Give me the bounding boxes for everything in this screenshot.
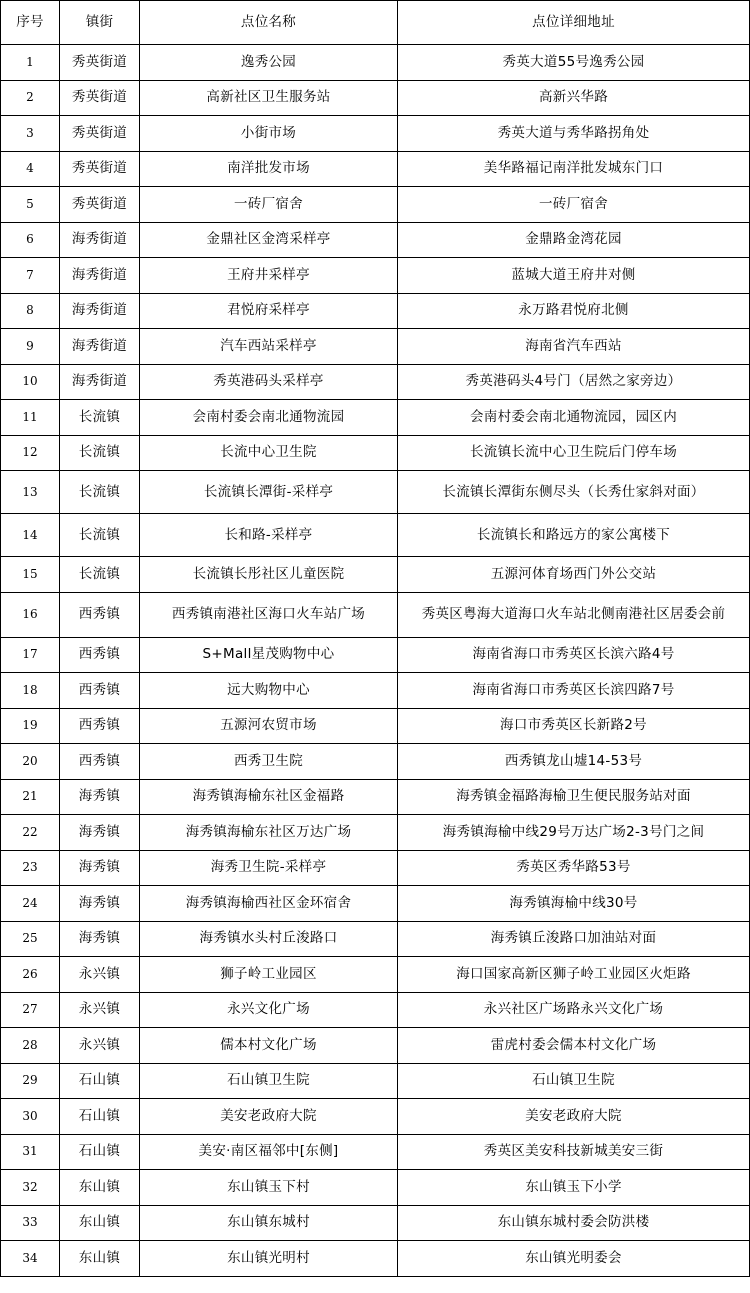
row-town: 秀英街道 [60, 151, 140, 187]
row-address: 海南省海口市秀英区长滨六路4号 [398, 637, 750, 673]
table-row [1, 1028, 750, 1064]
table-row [1, 779, 750, 815]
row-town: 永兴镇 [60, 1028, 140, 1064]
table-row [1, 1134, 750, 1170]
table-row [1, 815, 750, 851]
row-address: 秀英港码头4号门（居然之家旁边） [398, 364, 750, 400]
row-site-name: 石山镇卫生院 [140, 1063, 398, 1099]
row-site-name: 西秀镇南港社区海口火车站广场 [140, 592, 398, 637]
row-town: 西秀镇 [60, 592, 140, 637]
row-town: 海秀街道 [60, 293, 140, 329]
row-index: 5 [1, 187, 60, 223]
table-row [1, 80, 750, 116]
row-site-name: 一砖厂宿舍 [140, 187, 398, 223]
row-index: 15 [1, 557, 60, 593]
table-row [1, 886, 750, 922]
row-address: 美华路福记南洋批发城东门口 [398, 151, 750, 187]
row-site-name: 远大购物中心 [140, 673, 398, 709]
header-address: 点位详细地址 [398, 1, 750, 45]
table-row [1, 364, 750, 400]
table-row [1, 329, 750, 365]
row-site-name: 美安老政府大院 [140, 1099, 398, 1135]
row-index: 28 [1, 1028, 60, 1064]
table-row [1, 187, 750, 223]
row-town: 东山镇 [60, 1205, 140, 1241]
row-town: 海秀镇 [60, 815, 140, 851]
table-row [1, 850, 750, 886]
header-town: 镇街 [60, 1, 140, 45]
row-address: 东山镇光明委会 [398, 1241, 750, 1277]
row-town: 秀英街道 [60, 116, 140, 152]
row-index: 26 [1, 957, 60, 993]
row-index: 25 [1, 921, 60, 957]
row-site-name: S+Mall星茂购物中心 [140, 637, 398, 673]
row-town: 西秀镇 [60, 673, 140, 709]
row-address: 蓝城大道王府井对侧 [398, 258, 750, 294]
row-town: 海秀街道 [60, 364, 140, 400]
row-address: 雷虎村委会儒本村文化广场 [398, 1028, 750, 1064]
row-site-name: 永兴文化广场 [140, 992, 398, 1028]
row-site-name: 逸秀公园 [140, 45, 398, 81]
row-index: 6 [1, 222, 60, 258]
table-row [1, 592, 750, 637]
row-site-name: 金鼎社区金湾采样亭 [140, 222, 398, 258]
row-index: 16 [1, 592, 60, 637]
row-address: 秀英区秀华路53号 [398, 850, 750, 886]
row-town: 永兴镇 [60, 957, 140, 993]
row-address: 秀英大道与秀华路拐角处 [398, 116, 750, 152]
row-index: 1 [1, 45, 60, 81]
row-site-name: 长和路-采样亭 [140, 514, 398, 557]
row-town: 海秀街道 [60, 258, 140, 294]
table-row [1, 708, 750, 744]
row-site-name: 狮子岭工业园区 [140, 957, 398, 993]
row-town: 西秀镇 [60, 637, 140, 673]
table-row [1, 1205, 750, 1241]
row-index: 12 [1, 435, 60, 471]
row-site-name: 汽车西站采样亭 [140, 329, 398, 365]
table-row [1, 400, 750, 436]
row-town: 海秀镇 [60, 886, 140, 922]
row-town: 石山镇 [60, 1063, 140, 1099]
table-row [1, 992, 750, 1028]
row-index: 27 [1, 992, 60, 1028]
row-index: 31 [1, 1134, 60, 1170]
row-site-name: 高新社区卫生服务站 [140, 80, 398, 116]
row-index: 22 [1, 815, 60, 851]
row-index: 13 [1, 471, 60, 514]
row-address: 海秀镇海榆中线29号万达广场2-3号门之间 [398, 815, 750, 851]
row-address: 长流镇长潭街东侧尽头（长秀仕家斜对面） [398, 471, 750, 514]
row-address: 秀英大道55号逸秀公园 [398, 45, 750, 81]
table-row [1, 293, 750, 329]
row-address: 永兴社区广场路永兴文化广场 [398, 992, 750, 1028]
row-site-name: 南洋批发市场 [140, 151, 398, 187]
row-index: 33 [1, 1205, 60, 1241]
row-address: 海秀镇金福路海榆卫生便民服务站对面 [398, 779, 750, 815]
table-row [1, 258, 750, 294]
row-town: 海秀街道 [60, 329, 140, 365]
row-site-name: 王府井采样亭 [140, 258, 398, 294]
row-town: 西秀镇 [60, 744, 140, 780]
row-index: 3 [1, 116, 60, 152]
row-address: 东山镇东城村委会防洪楼 [398, 1205, 750, 1241]
row-town: 长流镇 [60, 557, 140, 593]
row-address: 美安老政府大院 [398, 1099, 750, 1135]
table-row [1, 514, 750, 557]
row-site-name: 秀英港码头采样亭 [140, 364, 398, 400]
table-row [1, 957, 750, 993]
row-town: 长流镇 [60, 400, 140, 436]
row-site-name: 东山镇玉下村 [140, 1170, 398, 1206]
row-index: 29 [1, 1063, 60, 1099]
row-site-name: 海秀镇水头村丘浚路口 [140, 921, 398, 957]
row-site-name: 海秀镇海榆东社区万达广场 [140, 815, 398, 851]
row-index: 20 [1, 744, 60, 780]
row-site-name: 长流镇长彤社区儿童医院 [140, 557, 398, 593]
row-site-name: 长流中心卫生院 [140, 435, 398, 471]
row-index: 18 [1, 673, 60, 709]
row-address: 永万路君悦府北侧 [398, 293, 750, 329]
row-index: 21 [1, 779, 60, 815]
row-address: 长流镇长和路远方的家公寓楼下 [398, 514, 750, 557]
row-site-name: 海秀镇海榆西社区金环宿舍 [140, 886, 398, 922]
row-town: 海秀镇 [60, 921, 140, 957]
row-town: 海秀镇 [60, 850, 140, 886]
row-address: 海秀镇海榆中线30号 [398, 886, 750, 922]
row-index: 23 [1, 850, 60, 886]
row-address: 五源河体育场西门外公交站 [398, 557, 750, 593]
row-index: 17 [1, 637, 60, 673]
row-site-name: 东山镇光明村 [140, 1241, 398, 1277]
row-index: 19 [1, 708, 60, 744]
row-address: 东山镇玉下小学 [398, 1170, 750, 1206]
table-row [1, 673, 750, 709]
row-town: 长流镇 [60, 471, 140, 514]
row-site-name: 小街市场 [140, 116, 398, 152]
table-row [1, 1063, 750, 1099]
row-index: 34 [1, 1241, 60, 1277]
row-address: 金鼎路金湾花园 [398, 222, 750, 258]
row-town: 秀英街道 [60, 187, 140, 223]
row-address: 海口国家高新区狮子岭工业园区火炬路 [398, 957, 750, 993]
table-header-row [1, 1, 750, 45]
row-address: 会南村委会南北通物流园，园区内 [398, 400, 750, 436]
table-row [1, 151, 750, 187]
row-index: 30 [1, 1099, 60, 1135]
row-site-name: 五源河农贸市场 [140, 708, 398, 744]
row-index: 14 [1, 514, 60, 557]
row-address: 高新兴华路 [398, 80, 750, 116]
row-town: 海秀镇 [60, 779, 140, 815]
row-address: 长流镇长流中心卫生院后门停车场 [398, 435, 750, 471]
row-site-name: 长流镇长潭街-采样亭 [140, 471, 398, 514]
row-index: 8 [1, 293, 60, 329]
row-town: 东山镇 [60, 1241, 140, 1277]
row-town: 长流镇 [60, 514, 140, 557]
row-address: 一砖厂宿舍 [398, 187, 750, 223]
row-address: 海口市秀英区长新路2号 [398, 708, 750, 744]
row-index: 4 [1, 151, 60, 187]
table-row [1, 116, 750, 152]
row-site-name: 君悦府采样亭 [140, 293, 398, 329]
row-address: 海南省汽车西站 [398, 329, 750, 365]
row-town: 西秀镇 [60, 708, 140, 744]
row-address: 海南省海口市秀英区长滨四路7号 [398, 673, 750, 709]
table-row [1, 435, 750, 471]
table-row [1, 744, 750, 780]
table-row [1, 1099, 750, 1135]
header-site-name: 点位名称 [140, 1, 398, 45]
row-address: 石山镇卫生院 [398, 1063, 750, 1099]
row-index: 32 [1, 1170, 60, 1206]
table-row [1, 471, 750, 514]
row-site-name: 东山镇东城村 [140, 1205, 398, 1241]
row-site-name: 会南村委会南北通物流园 [140, 400, 398, 436]
table-row [1, 921, 750, 957]
row-town: 秀英街道 [60, 80, 140, 116]
row-address: 秀英区美安科技新城美安三街 [398, 1134, 750, 1170]
row-address: 海秀镇丘浚路口加油站对面 [398, 921, 750, 957]
row-town: 海秀街道 [60, 222, 140, 258]
table-row [1, 1170, 750, 1206]
row-town: 石山镇 [60, 1134, 140, 1170]
row-town: 东山镇 [60, 1170, 140, 1206]
row-site-name: 海秀卫生院-采样亭 [140, 850, 398, 886]
row-town: 永兴镇 [60, 992, 140, 1028]
row-town: 石山镇 [60, 1099, 140, 1135]
row-site-name: 儒本村文化广场 [140, 1028, 398, 1064]
row-index: 24 [1, 886, 60, 922]
row-address: 西秀镇龙山墟14-53号 [398, 744, 750, 780]
table-row [1, 1241, 750, 1277]
row-index: 9 [1, 329, 60, 365]
row-address: 秀英区粤海大道海口火车站北侧南港社区居委会前 [398, 592, 750, 637]
row-index: 11 [1, 400, 60, 436]
row-index: 10 [1, 364, 60, 400]
table-row [1, 637, 750, 673]
row-site-name: 海秀镇海榆东社区金福路 [140, 779, 398, 815]
table-row [1, 557, 750, 593]
table-row [1, 45, 750, 81]
header-index: 序号 [1, 1, 60, 45]
row-town: 秀英街道 [60, 45, 140, 81]
row-town: 长流镇 [60, 435, 140, 471]
row-site-name: 西秀卫生院 [140, 744, 398, 780]
table-row [1, 222, 750, 258]
row-site-name: 美安·南区福邻中[东侧] [140, 1134, 398, 1170]
row-index: 7 [1, 258, 60, 294]
row-index: 2 [1, 80, 60, 116]
